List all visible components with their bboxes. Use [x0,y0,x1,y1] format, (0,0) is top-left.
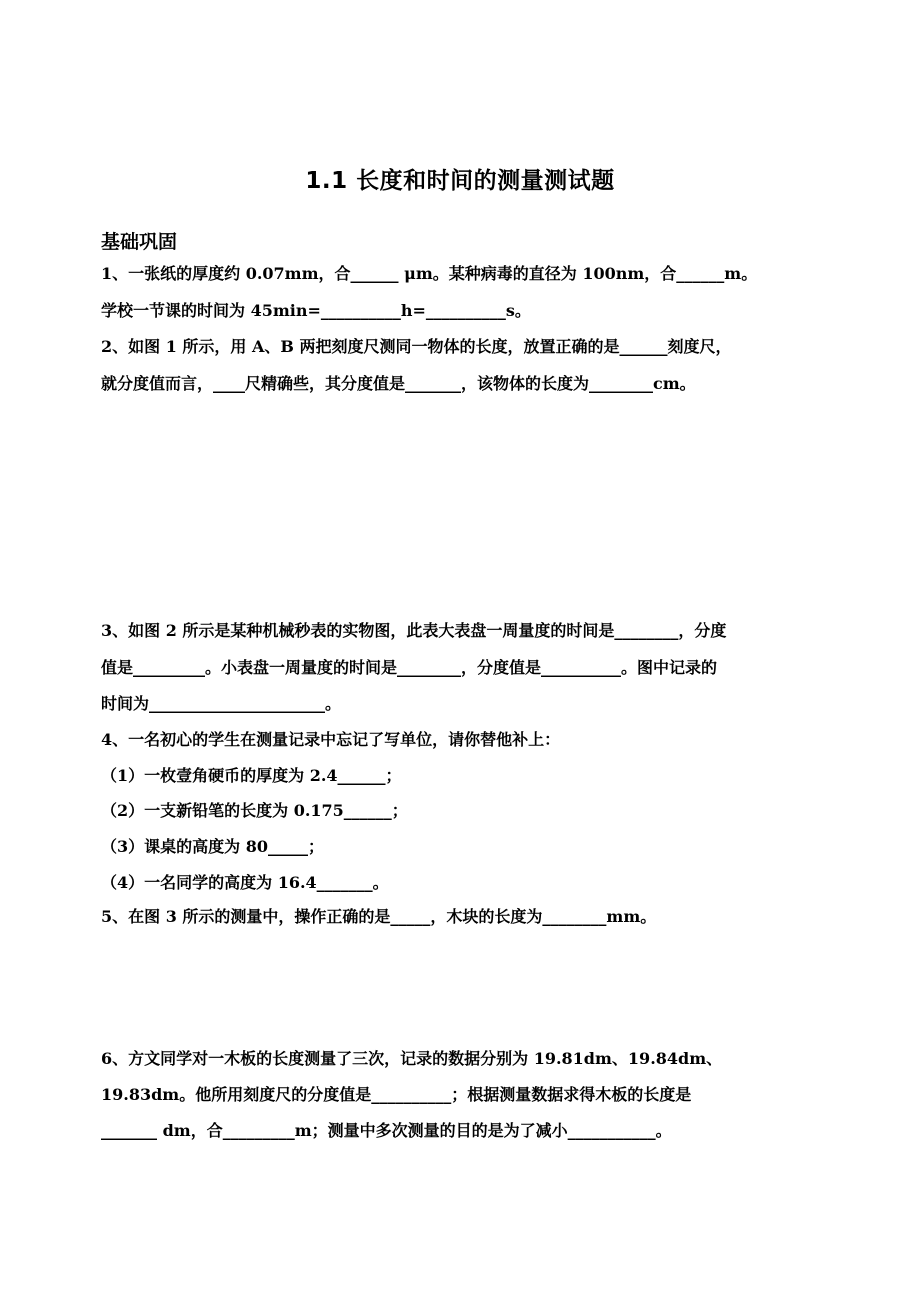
question-1-line-1: 1、一张纸的厚度约 0.07mm，合______ μm。某种病毒的直径为 100nm，合______m。 [101,264,758,283]
question-2-line-2: 就分度值而言，____尺精确些，其分度值是_______，该物体的长度为________cm。 [101,374,696,393]
page-title: 1.1 长度和时间的测量测试题 [305,168,615,194]
question-5-line-1: 5、在图 3 所示的测量中，操作正确的是_____，木块的长度为________mm。 [101,907,657,926]
question-6-line-1: 6、方文同学对一木板的长度测量了三次，记录的数据分别为 19.81dm、19.84dm、 [101,1049,723,1068]
question-6-line-3: _______ dm，合_________m；测量中多次测量的目的是为了减小___________。 [101,1121,672,1140]
question-3-line-3: 时间为______________________。 [101,694,342,713]
question-4-sub-2: （2）一支新铅笔的长度为 0.175______； [101,801,408,820]
question-4-sub-1: （1）一枚壹角硬币的厚度为 2.4______； [101,766,402,785]
question-3-line-1: 3、如图 2 所示是某种机械秒表的实物图，此表大表盘一周量度的时间是________，分度 [101,621,727,640]
question-4-sub-4: （4）一名同学的高度为 16.4_______。 [101,873,389,892]
question-4-sub-3: （3）课桌的高度为 80_____； [101,837,324,856]
question-4-stem: 4、一名初心的学生在测量记录中忘记了写单位，请你替他补上： [101,730,561,749]
question-3-line-2: 值是_________。小表盘一周量度的时间是________，分度值是__________。图中记录的 [101,658,718,677]
question-2-line-1: 2、如图 1 所示，用 A、B 两把刻度尺测同一物体的长度，放置正确的是______刻度尺， [101,337,732,356]
question-1-line-2: 学校一节课的时间为 45min=__________h=__________s。 [101,301,531,320]
section-heading: 基础巩固 [101,231,178,253]
question-6-line-2: 19.83dm。他所用刻度尺的分度值是__________；根据测量数据求得木板的长度是 [101,1085,692,1104]
